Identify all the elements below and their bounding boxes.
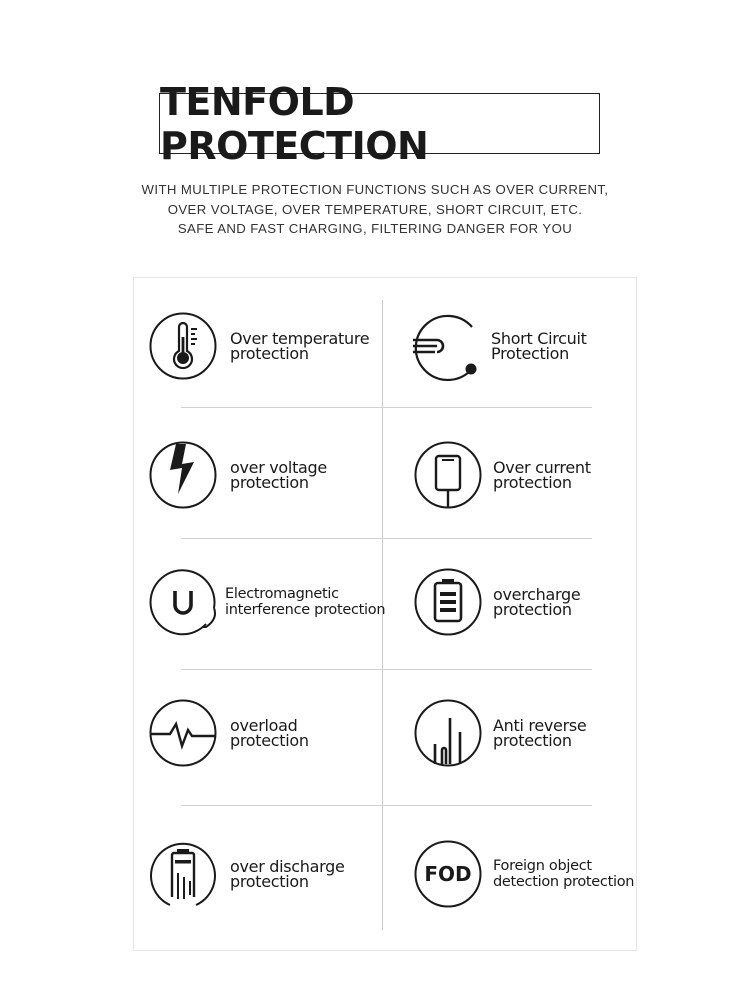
feature-electromagnetic-interference (148, 567, 386, 637)
subtitle (0, 180, 750, 239)
fod-icon-text: FOD (424, 862, 472, 886)
feature-over-voltage (148, 440, 383, 510)
magnet-icon (148, 567, 218, 637)
short-circuit-icon (413, 311, 483, 381)
feature-anti-reverse (413, 698, 635, 768)
feature-over-current (413, 440, 635, 510)
feature-overcharge (413, 567, 635, 637)
feature-label: over discharge protection (230, 857, 345, 891)
page-title: TENFOLD PROTECTION (160, 79, 429, 168)
title-box (159, 79, 600, 168)
row-divider (181, 407, 592, 408)
feature-over-temperature (148, 311, 383, 381)
row-divider (181, 538, 592, 539)
feature-label: Anti reverse protection (493, 716, 587, 750)
feature-label: Over temperature protection (230, 329, 370, 363)
feature-label: Electromagnetic interference protection (225, 586, 386, 618)
feature-label: overload protection (230, 716, 309, 750)
feature-over-discharge (148, 839, 383, 909)
feature-label: Short Circuit Protection (491, 329, 587, 363)
feature-short-circuit (413, 311, 635, 381)
feature-label: over voltage protection (230, 458, 327, 492)
anti-reverse-icon (413, 698, 483, 768)
phone-cable-icon (413, 440, 483, 510)
feature-label: Over current protection (493, 458, 591, 492)
feature-foreign-object-detection (413, 839, 635, 909)
feature-label: Foreign object detection protection (493, 858, 635, 890)
fod-icon (413, 839, 483, 909)
thermometer-icon (148, 311, 218, 381)
feature-overload (148, 698, 383, 768)
subtitle-line: OVER VOLTAGE, OVER TEMPERATURE, SHORT CIRCUIT, ETC. (167, 201, 583, 217)
lightning-icon (148, 440, 218, 510)
feature-label: overcharge protection (493, 585, 581, 619)
battery-discharge-icon (148, 839, 218, 909)
subtitle-line: WITH MULTIPLE PROTECTION FUNCTIONS SUCH AS OVER CURRENT, (141, 182, 609, 197)
pulse-icon (148, 698, 218, 768)
row-divider (181, 805, 592, 806)
row-divider (181, 669, 592, 670)
battery-icon (413, 567, 483, 637)
subtitle-line: SAFE AND FAST CHARGING, FILTERING DANGER FOR YOU (177, 221, 573, 236)
